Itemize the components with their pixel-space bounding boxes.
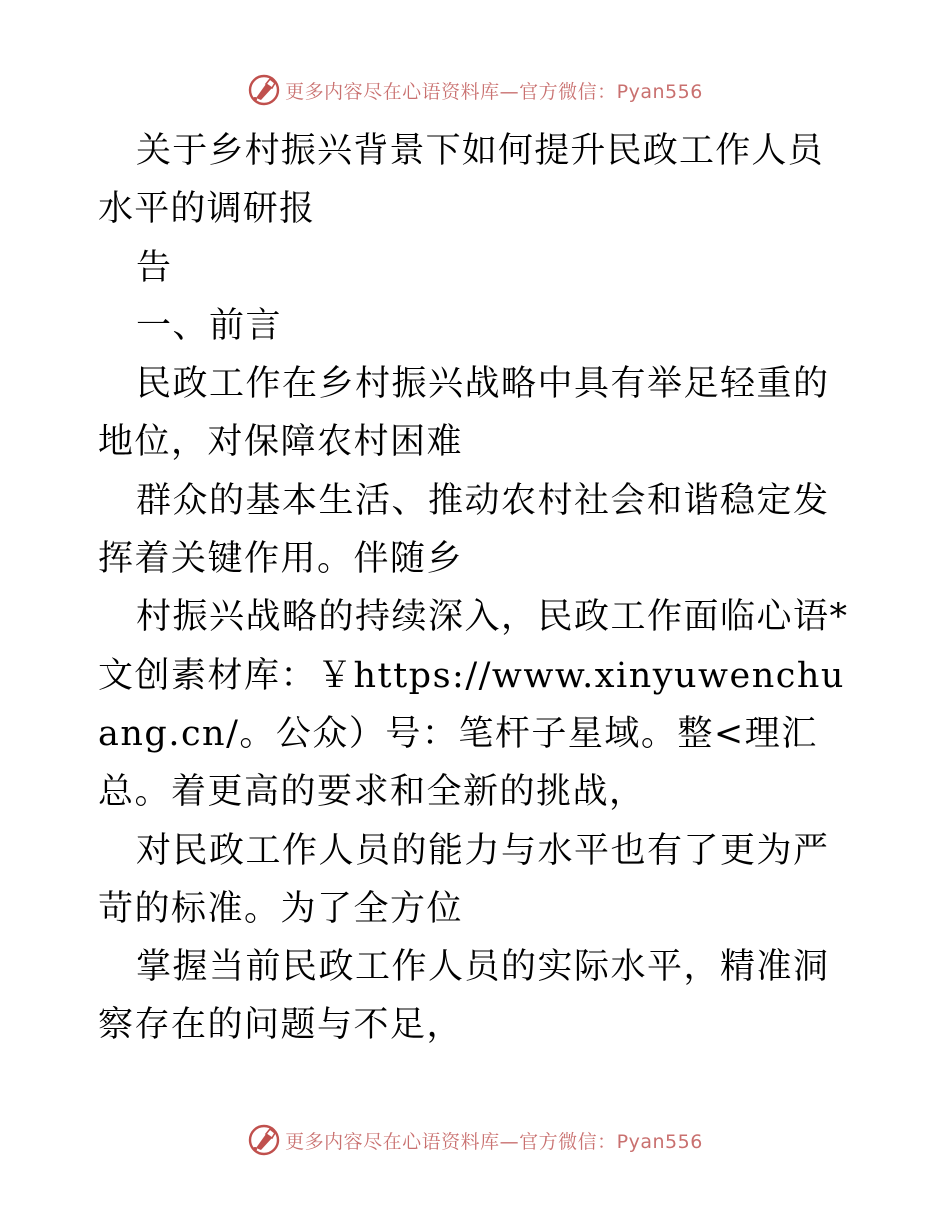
document-title-continuation: 告	[136, 247, 173, 288]
header-watermark-banner	[0, 70, 950, 110]
body-paragraph: 村振兴战略的持续深入，民政工作面临心语*文创素材库：￥https://www.xinyuwenchuang.cn/。公众）号：笔杆子星域。整<理汇总。着更高的要求和全新的挑战，	[98, 597, 849, 813]
document-title: 关于乡村振兴背景下如何提升民政工作人员水平的调研报	[98, 131, 824, 230]
body-paragraph: 掌握当前民政工作人员的实际水平，精准洞察存在的问题与不足，	[98, 947, 830, 1046]
header-watermark-text: 更多内容尽在心语资料库—官方微信：Pyan556	[285, 80, 703, 103]
footer-watermark-text: 更多内容尽在心语资料库—官方微信：Pyan556	[285, 1130, 703, 1153]
document-body	[98, 122, 858, 1055]
footer-watermark-banner	[0, 1120, 950, 1160]
body-paragraph: 群众的基本生活、推动农村社会和谐稳定发挥着关键作用。伴随乡	[98, 480, 830, 580]
body-paragraph: 民政工作在乡村振兴战略中具有举足轻重的地位，对保障农村困难	[98, 364, 830, 463]
body-paragraph: 对民政工作人员的能力与水平也有了更为严苛的标准。为了全方位	[98, 830, 830, 929]
pen-nib-logo-icon	[247, 73, 281, 107]
pen-nib-logo-icon	[247, 1123, 281, 1157]
section-heading: 一、前言	[136, 305, 283, 346]
